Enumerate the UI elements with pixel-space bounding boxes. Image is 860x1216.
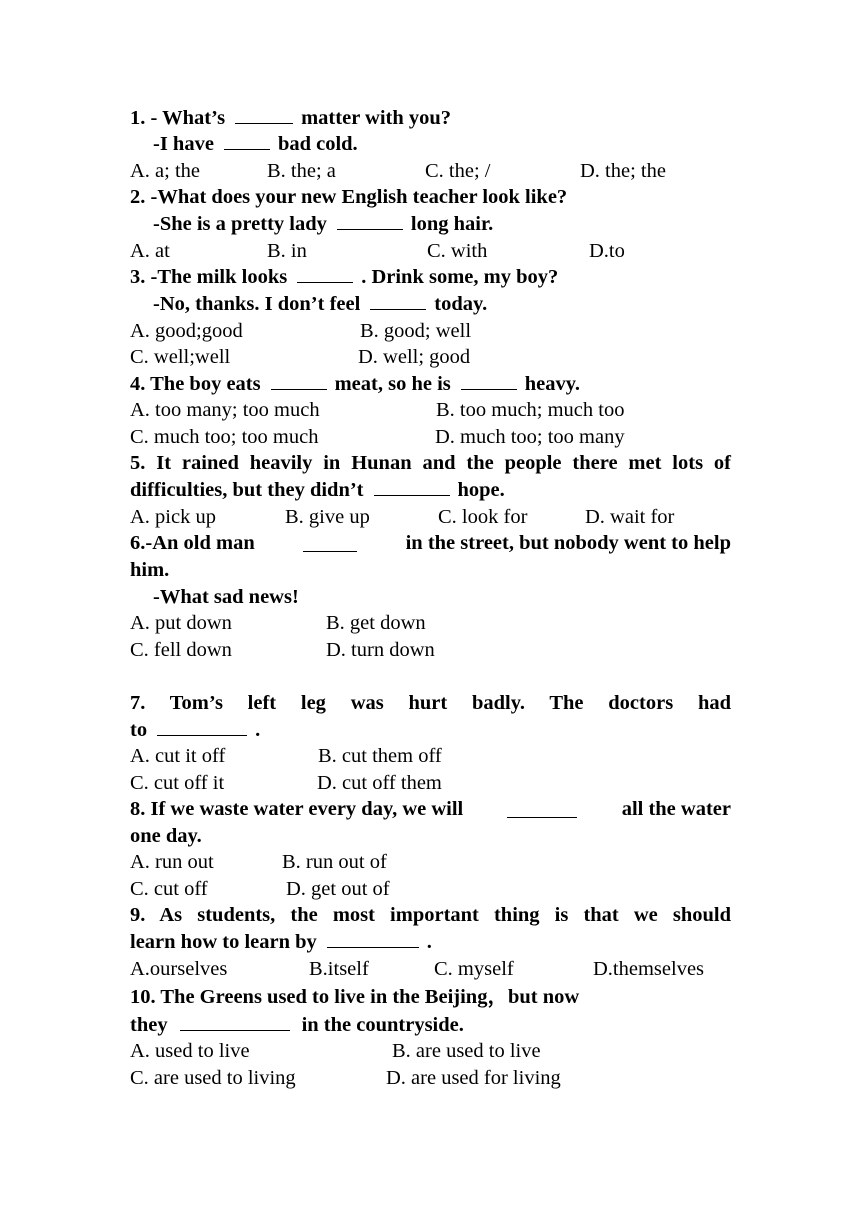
q1-option-a: A. a; the xyxy=(130,160,201,182)
q4-stem xyxy=(130,371,731,397)
q8-option-b: B. run out of xyxy=(282,851,387,873)
q5-blank xyxy=(374,478,450,496)
q2-stem-text: 2. -What does your new English teacher look like? xyxy=(130,186,568,208)
q1-response-text: -I have xyxy=(153,133,214,155)
q1-stem-text: 1. - What’s xyxy=(130,107,226,129)
q9-stem xyxy=(130,902,731,928)
q6-stem-cont xyxy=(130,557,731,583)
q2-response xyxy=(153,211,731,237)
q10-option-d: D. are used for living xyxy=(386,1067,561,1089)
q2-option-a: A. at xyxy=(130,240,170,262)
q7-stem-text-3: . xyxy=(255,719,261,741)
q3-options-row-2 xyxy=(130,344,731,370)
q1-blank-1 xyxy=(235,106,293,124)
q3-stem-text-2: . Drink some, my boy? xyxy=(361,266,559,288)
q10-options-row-1 xyxy=(130,1038,731,1064)
q6-response-text: -What sad news! xyxy=(153,586,299,608)
q10-stem-text-2: they xyxy=(130,1014,168,1036)
q1-stem-text-2: matter with you? xyxy=(301,107,452,129)
q7-stem-text-2: to xyxy=(130,719,148,741)
q9-option-b: B.itself xyxy=(309,958,369,980)
q8-stem-text-3: one day. xyxy=(130,825,202,847)
q5-stem-text: 5. It rained heavily in Hunan and the people there met lots of xyxy=(130,452,731,474)
q8-options-row-1 xyxy=(130,849,731,875)
q7-stem xyxy=(130,690,731,716)
q6-stem-text: 6.-An old man xyxy=(130,532,255,554)
q5-stem-cont xyxy=(130,477,731,503)
q10-option-c: C. are used to living xyxy=(130,1067,296,1089)
q8-stem-text: 8. If we waste water every day, we will xyxy=(130,798,464,820)
q3-stem-text: 3. -The milk looks xyxy=(130,266,288,288)
q6-stem xyxy=(130,530,731,556)
q7-stem-text: 7. Tom’s left leg was hurt badly. The doctors had xyxy=(130,692,731,714)
q7-option-d: D. cut off them xyxy=(317,772,442,794)
q10-stem xyxy=(130,984,731,1010)
q3-option-c: C. well;well xyxy=(130,346,231,368)
q5-option-c: C. look for xyxy=(438,506,528,528)
q6-response xyxy=(153,584,731,610)
q4-option-c: C. much too; too much xyxy=(130,426,319,448)
q2-option-c: C. with xyxy=(427,240,488,262)
q8-stem-text-2: all the water xyxy=(621,798,731,820)
q3-option-b: B. good; well xyxy=(360,320,472,342)
q7-option-a: A. cut it off xyxy=(130,745,226,767)
q6-option-b: B. get down xyxy=(326,612,426,634)
q2-response-text: -She is a pretty lady xyxy=(153,213,327,235)
q6-option-d: D. turn down xyxy=(326,639,435,661)
q9-option-c: C. myself xyxy=(434,958,514,980)
q6-options-row-2 xyxy=(130,637,731,663)
q1-options xyxy=(130,158,731,184)
q9-option-a: A.ourselves xyxy=(130,958,228,980)
q10-options-row-2 xyxy=(130,1065,731,1091)
q2-response-text-2: long hair. xyxy=(410,213,494,235)
q6-options-row-1 xyxy=(130,610,731,636)
q2-stem xyxy=(130,184,731,210)
q3-response-text-2: today. xyxy=(434,293,488,315)
q6-stem-text-2: in the street, but nobody went to help xyxy=(405,532,731,554)
q10-stem-cont xyxy=(130,1012,731,1038)
q3-blank-1 xyxy=(297,265,353,283)
q3-option-a: A. good;good xyxy=(130,320,243,342)
q4-option-b: B. too much; much too xyxy=(436,399,625,421)
q10-option-b: B. are used to live xyxy=(392,1040,541,1062)
q3-option-d: D. well; good xyxy=(358,346,471,368)
q8-options-row-2 xyxy=(130,876,731,902)
q4-option-a: A. too many; too much xyxy=(130,399,320,421)
q6-blank xyxy=(303,534,357,552)
q1-option-d: D. the; the xyxy=(580,160,666,182)
q8-option-d: D. get out of xyxy=(286,878,390,900)
q9-option-d: D.themselves xyxy=(593,958,705,980)
q4-stem-text-2: meat, so he is xyxy=(334,373,451,395)
q3-response xyxy=(153,291,731,317)
q1-response-text-2: bad cold. xyxy=(277,133,358,155)
q9-stem-text-2: learn how to learn by xyxy=(130,931,317,953)
q2-option-d: D.to xyxy=(589,240,625,262)
q3-stem xyxy=(130,264,731,290)
q7-option-c: C. cut off it xyxy=(130,772,225,794)
q8-blank xyxy=(507,800,577,818)
q1-option-b: B. the; a xyxy=(267,160,336,182)
q5-option-b: B. give up xyxy=(285,506,370,528)
q3-options-row-1 xyxy=(130,318,731,344)
q8-option-c: C. cut off xyxy=(130,878,208,900)
q6-stem-text-3: him. xyxy=(130,559,170,581)
q4-blank-2 xyxy=(461,372,517,390)
q10-option-a: A. used to live xyxy=(130,1040,250,1062)
q8-stem xyxy=(130,796,731,822)
q4-stem-text-3: heavy. xyxy=(524,373,581,395)
q5-options xyxy=(130,504,731,530)
q9-stem-text: 9. As students, the most important thing is that we should xyxy=(130,904,731,926)
q2-blank xyxy=(337,212,403,230)
q5-option-a: A. pick up xyxy=(130,506,216,528)
q1-stem xyxy=(130,105,731,131)
q9-stem-text-3: . xyxy=(426,931,432,953)
q9-options xyxy=(130,956,731,982)
q7-options-row-1 xyxy=(130,743,731,769)
q3-response-text: -No, thanks. I don’t feel xyxy=(153,293,361,315)
q4-blank-1 xyxy=(271,372,327,390)
q3-blank-2 xyxy=(370,292,426,310)
q6-option-c: C. fell down xyxy=(130,639,232,661)
q5-stem-text-3: hope. xyxy=(457,479,505,501)
q2-option-b: B. in xyxy=(267,240,307,262)
q5-stem xyxy=(130,450,731,476)
q7-options-row-2 xyxy=(130,770,731,796)
q10-stem-text-3: in the countryside. xyxy=(301,1014,464,1036)
q7-option-b: B. cut them off xyxy=(318,745,442,767)
q1-blank-2 xyxy=(224,132,270,150)
q6-option-a: A. put down xyxy=(130,612,232,634)
q4-stem-text: 4. The boy eats xyxy=(130,373,261,395)
q4-options-row-2 xyxy=(130,424,731,450)
q10-stem-text: 10. The Greens used to live in the Beijing，but now xyxy=(130,986,580,1008)
q8-stem-cont xyxy=(130,823,731,849)
q1-option-c: C. the; / xyxy=(425,160,491,182)
q8-option-a: A. run out xyxy=(130,851,214,873)
q5-option-d: D. wait for xyxy=(585,506,675,528)
q4-options-row-1 xyxy=(130,397,731,423)
q9-blank xyxy=(327,930,419,948)
q7-blank xyxy=(157,718,247,736)
q5-stem-text-2: difficulties, but they didn’t xyxy=(130,479,364,501)
q2-options xyxy=(130,238,731,264)
q9-stem-cont xyxy=(130,929,731,955)
q7-stem-cont xyxy=(130,717,731,743)
q1-response xyxy=(153,131,731,157)
q10-blank xyxy=(180,1013,290,1031)
q4-option-d: D. much too; too many xyxy=(435,426,625,448)
